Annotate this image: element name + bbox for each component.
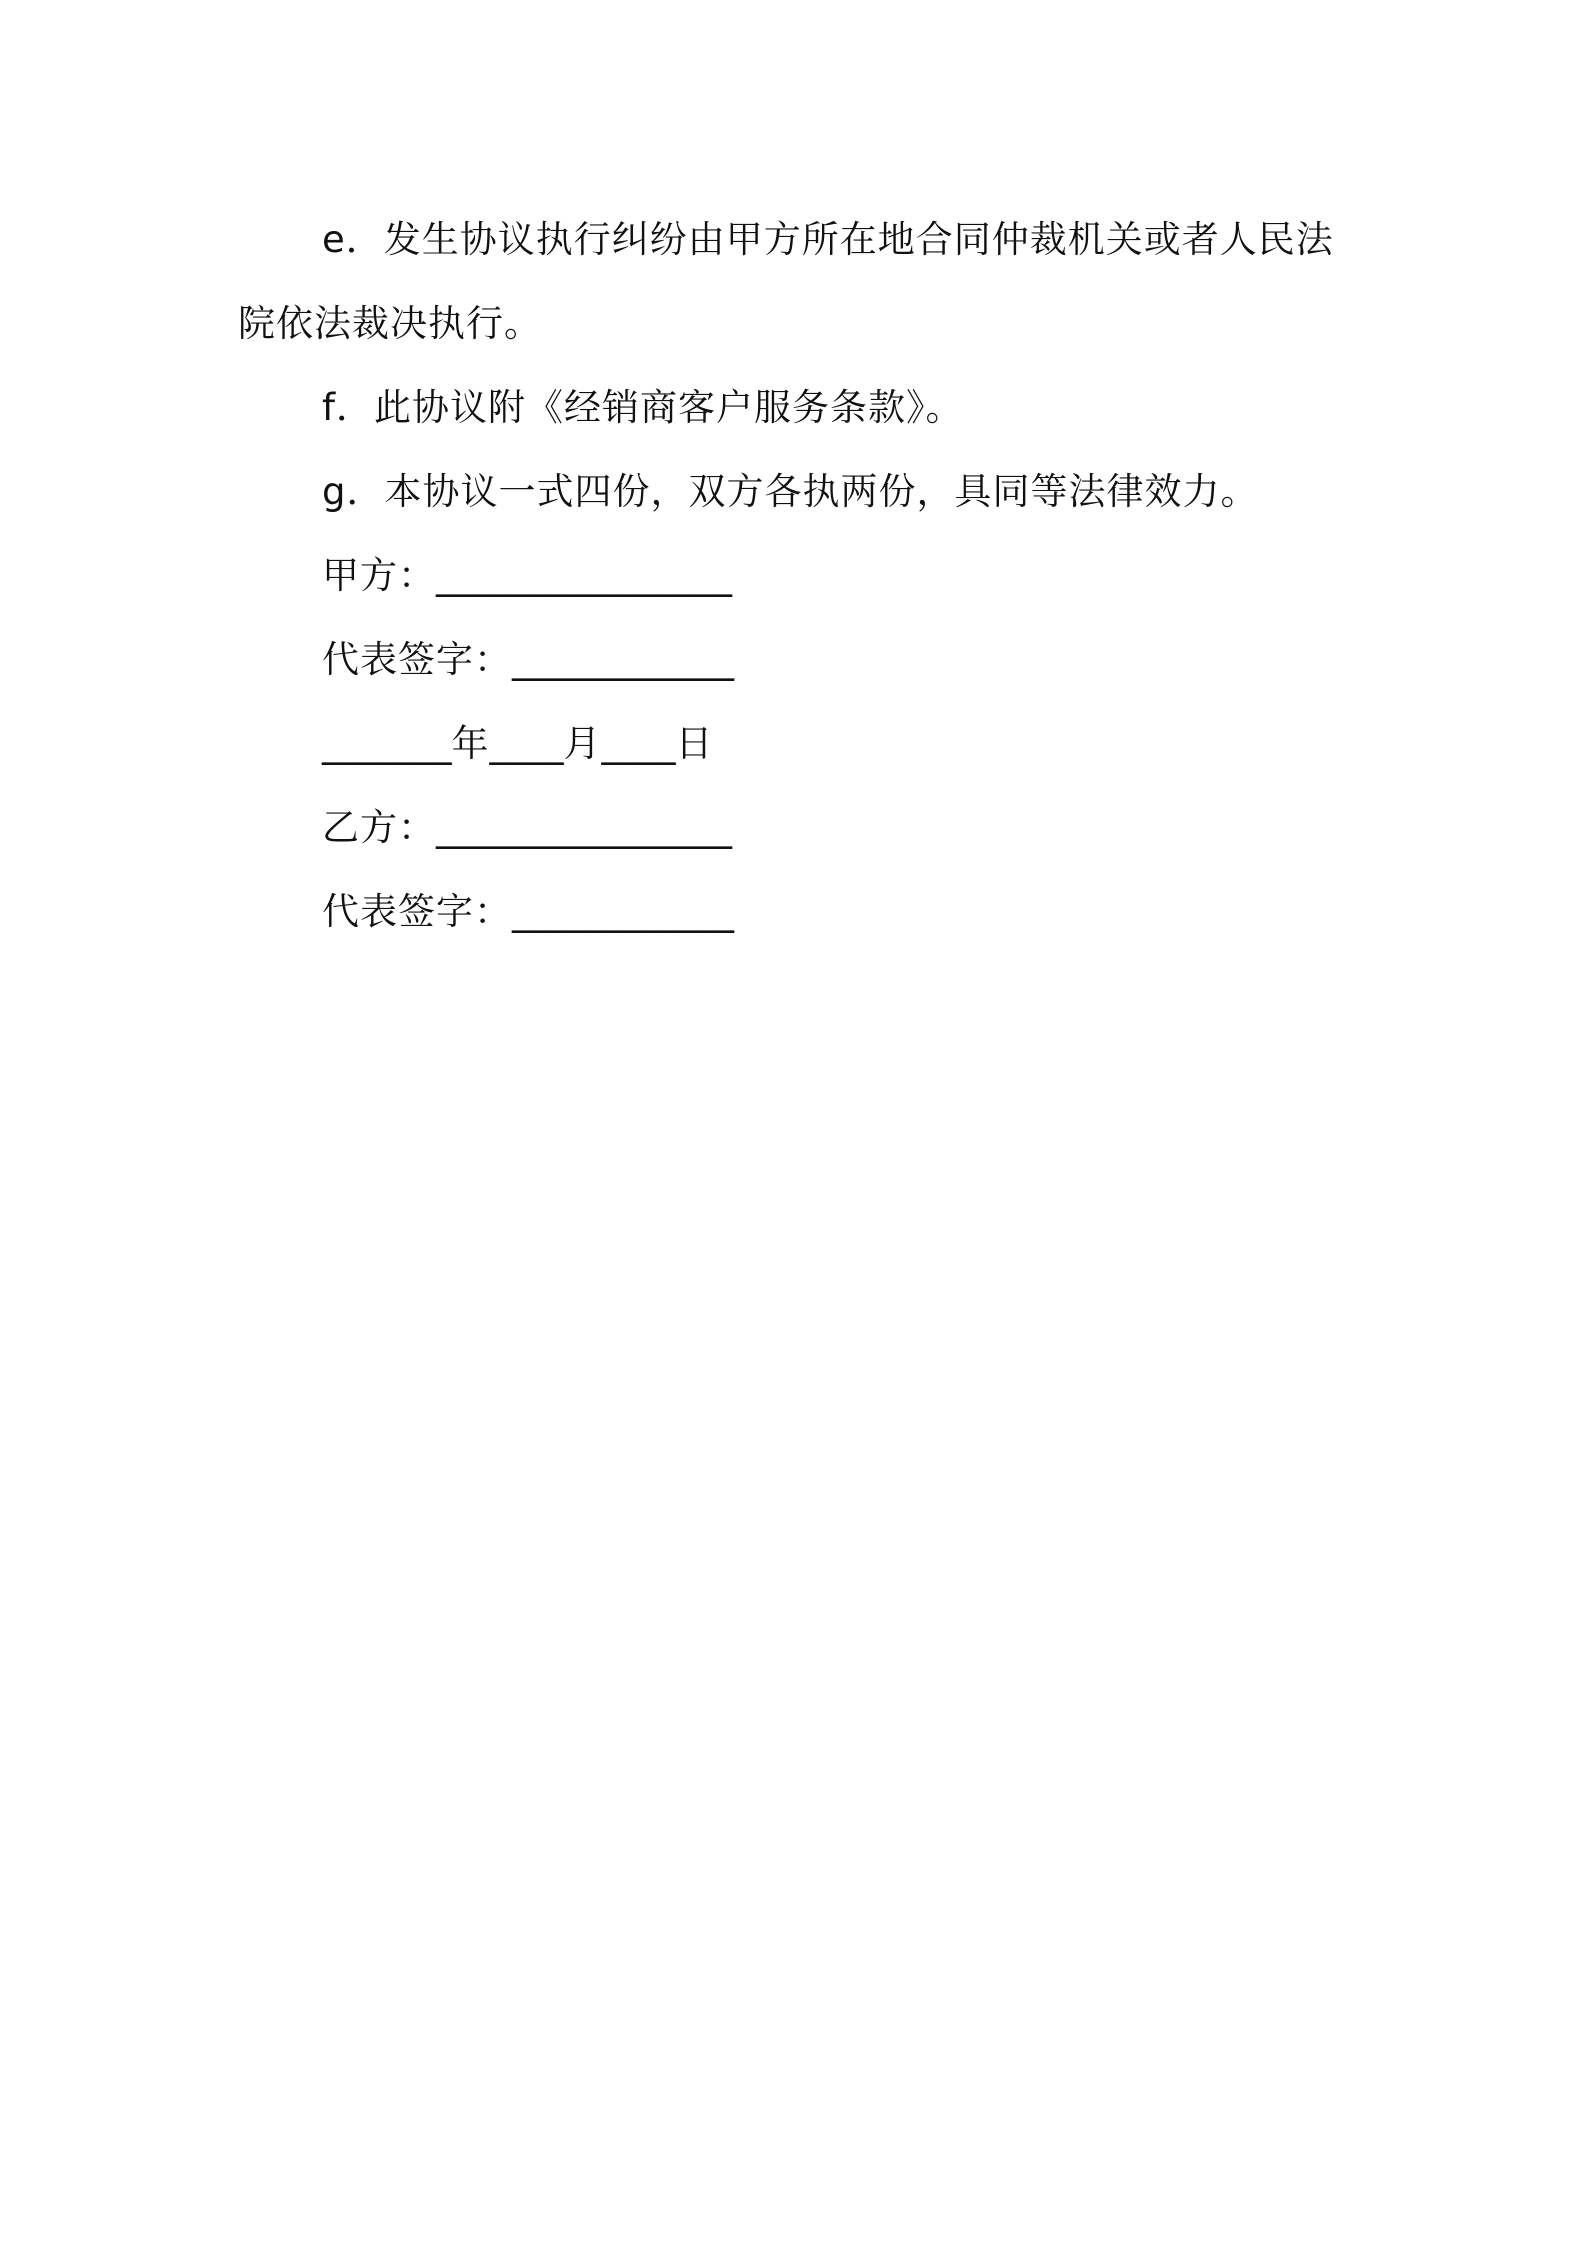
clause-g: g．本协议一式四份，双方各执两份，具同等法律效力。: [322, 470, 1259, 513]
party-b-line: [238, 786, 1348, 870]
party-b-rep-label: 代表签字：: [322, 890, 512, 933]
clause-f: f．此协议附《经销商客户服务条款》。: [322, 386, 964, 429]
date-month-blank: ____: [489, 722, 564, 765]
party-a-rep-blank-field: ____________: [512, 638, 734, 681]
party-a-label: 甲方：: [322, 554, 436, 597]
document-body: [238, 198, 1348, 954]
party-b-blank-field: ________________: [436, 806, 732, 849]
clause-e: e．发生协议执行纠纷由甲方所在地合同仲裁机关或者人民法院依法裁决执行。: [238, 218, 1334, 345]
date-line: [238, 702, 1348, 786]
party-b-label: 乙方：: [322, 806, 436, 849]
party-a-line: [238, 534, 1348, 618]
party-a-rep-line: [238, 618, 1348, 702]
date-year-label: 年: [451, 722, 490, 765]
party-b-rep-line: [238, 870, 1348, 954]
date-year-blank: _______: [322, 722, 452, 765]
party-a-blank-field: ________________: [436, 554, 732, 597]
date-day-blank: ____: [601, 722, 676, 765]
date-day-label: 日: [675, 722, 714, 765]
party-b-rep-blank-field: ____________: [512, 890, 734, 933]
date-month-label: 月: [563, 722, 602, 765]
party-a-rep-label: 代表签字：: [322, 638, 512, 681]
